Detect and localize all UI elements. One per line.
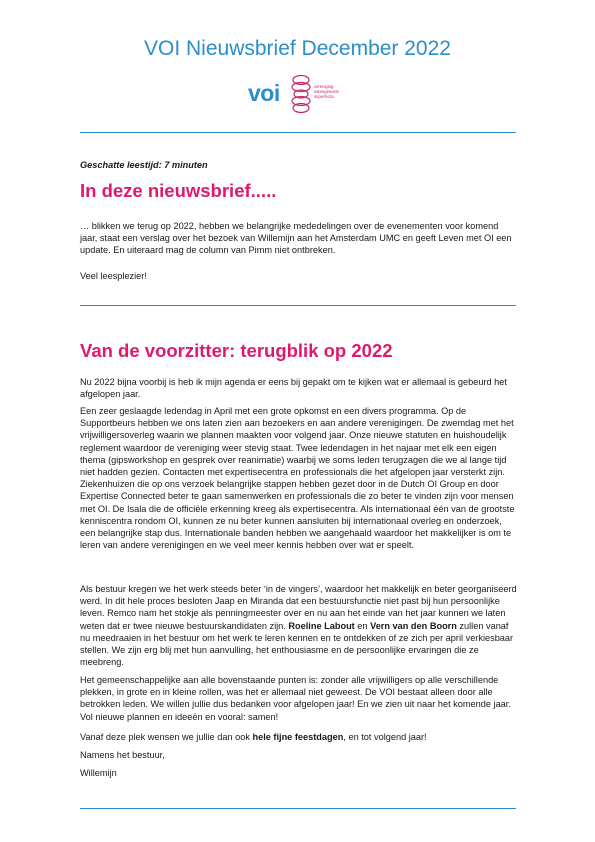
voi-logo (248, 74, 348, 114)
sign-off: Namens het bestuur, (80, 750, 165, 760)
intro-paragraph: … blikken we terug op 2022, hebben we belangrijke mededelingen over de evenementen voor komend jaar, staat een verslag over het bezoek van Willemijn aan het Amsterdam UMC en geeft Leven met OI een update. En uiteraard mag de column van Pimm niet ontbreken. (80, 221, 512, 256)
p3-text-b: zullen vanaf nu meedraaien in het bestuur om het werk te leren kennen en te ontdekken of ze zich per april verkiesbaar stellen. We zijn erg blij met hun aanvulling, het enthousiasme en de persoonlijke ervaringen die ze meebreng. (80, 620, 514, 668)
p5-text-b: , en tot volgend jaar! (343, 732, 427, 742)
logo-spiral-icon (288, 74, 314, 114)
holiday-wish: hele fijne feestdagen (252, 732, 344, 742)
p3-text-a: Als bestuur kregen we het werk steeds beter ‘in de vingers’, waardoor het makkelijk en beter georganiseerd werd. In dit hele proces besloten Jaap en Miranda dat een bestuursfunctie niet past bij hun persoonlijke leven. Remco nam het stokje als penningmeester over en nu aan het einde van het jaar kunnen we laten weten dat er twee nieuwe bestuurskandidaten zijn. (80, 584, 517, 631)
p5-text-a: Vanaf deze plek wensen we jullie dan ook (80, 732, 253, 742)
divider (80, 305, 516, 306)
chair-paragraph-2: Een zeer geslaagde ledendag in April met een grote opkomst en een divers programma. Op de Supportbeurs hebben we ons laten zien aan bezoekers en aan andere verenigingen. De zwemdag met het vrijwilligersoverleg waarin we plannen maakten voor volgend jaar. Onze nieuwe statuten en huishoudelijk reglement waardoor de vereniging weer stevig staat. Twee ledendagen in het najaar met elk een eigen thema (gipsworkshop en gesprek over reanimatie) waarbij we soms leden terugzagen die we al lange tijd niet hadden gezien. Contacten met expertisecentra en professionals die het afgelopen jaar versterkt zijn. Ziekenhuizen die op ons verzoek belangrijke stappen hebben gezet door in de Dutch OI Group en door Expertise Connected beter te gaan samenwerken en professionals die zo beter te vinden zijn voor mensen met OI. De Isala die de officiële erkenning kreeg als expertisecentra. Als internationaal één van de grootste kenniscentra rondom OI, kunnen ze nu beter kunnen aansluiten bij internationaal overleg en onderzoek, een belangrijke stap dus. Internationale banden hebben we aangehaald waardoor het makkelijker is om te leren van andere verenigingen en we veel meer kennis hebben over wat er speelt. (80, 406, 515, 551)
intro-heading: In deze nieuwsbrief..... (80, 180, 277, 201)
chair-heading: Van de voorzitter: terugblik op 2022 (80, 340, 393, 361)
reading-time: Geschatte leestijd: 7 minuten (80, 160, 208, 170)
logo-wordmark: voi (248, 80, 280, 106)
divider (80, 132, 516, 133)
p3-and: en (354, 620, 371, 631)
intro-closing: Veel leesplezier! (80, 271, 147, 281)
chair-paragraph-1: Nu 2022 bijna voorbij is heb ik mijn agenda er eens bij gepakt om te kijken wat er allemaal is gebeurd het afgelopen jaar. (80, 377, 507, 400)
candidate-name-2: Vern van den Boorn (370, 620, 457, 631)
signature-name: Willemijn (80, 768, 117, 778)
chair-paragraph-4: Het gemeenschappelijke aan alle bovenstaande punten is: zonder alle vrijwilligers op alle verschillende plekken, in grote en in kleine rollen, was het er allemaal niet geweest. De VOI bestaat alleen door alle betrokken leden. We willen jullie dus bedanken voor afgelopen jaar! En we zien uit naar het komende jaar. Vol nieuwe plannen en ideeën en vooral: samen! (80, 675, 511, 722)
divider (80, 808, 516, 809)
logo-tagline: vereniging osteogenesis imperfecta (314, 84, 339, 99)
newsletter-title: VOI Nieuwsbrief December 2022 (144, 37, 451, 60)
candidate-name-1: Roeline Labout (288, 620, 355, 631)
chair-paragraph-5 (80, 731, 518, 743)
chair-paragraph-3 (80, 583, 518, 668)
